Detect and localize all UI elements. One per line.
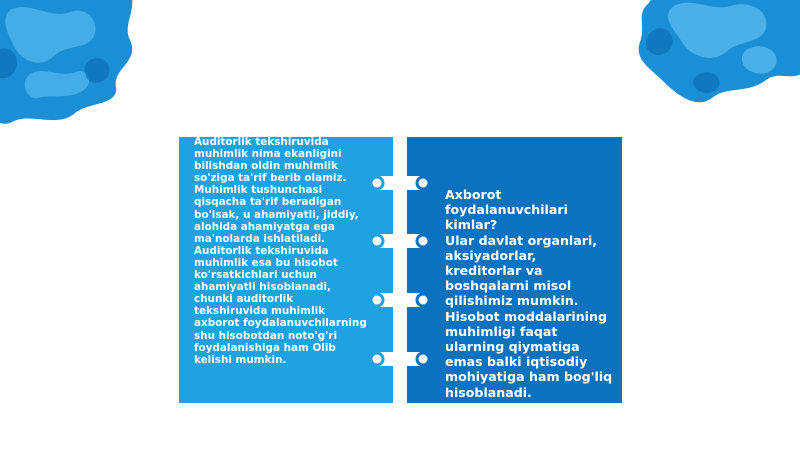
left-panel-text: Auditorlik tekshiruvida muhimlik nima ekanligini bilishdan oldin muhimlik so'ziga ta'rif berib olamiz. Muhimlik tushunchasi qisqacha ta'rif beradigan bo'lsak, u ahamiyatli, jiddiy, alohida ahamiyatga ega ma'nolarda ishlatiladi. Auditorlik tekshiruvida muhimlik esa bu hisobot ko'rsatkichlari uchun ahamiyatli hisoblanadi, chunki auditorlik tekshiruvida muhimlik axborot foydalanuvchilarning shu hisobotdan noto'g'ri foydalanishiga ham Olib kelishi mumkin. bbox=[194, 137, 367, 366]
ring-4 bbox=[371, 352, 429, 366]
ink-splash-top-left bbox=[0, 0, 140, 125]
ring-1 bbox=[371, 176, 429, 190]
right-text-panel bbox=[407, 137, 622, 403]
notebook-rings bbox=[366, 170, 436, 370]
ink-splash-top-right bbox=[630, 0, 800, 105]
ring-3 bbox=[371, 293, 429, 307]
right-panel-text: Axborot foydalanuvchilari kimlar? Ular davlat organlari, aksiyadorlar, kreditorlar va boshqalarni misol qilishimiz mumkin. Hisobot moddalarining muhimligi faqat ularning qiymatiga emas balki iqtisodiy mohiyatiga ham bog'liq hisoblanadi. bbox=[445, 187, 613, 400]
ring-2 bbox=[371, 234, 429, 248]
left-text-panel bbox=[179, 137, 393, 403]
